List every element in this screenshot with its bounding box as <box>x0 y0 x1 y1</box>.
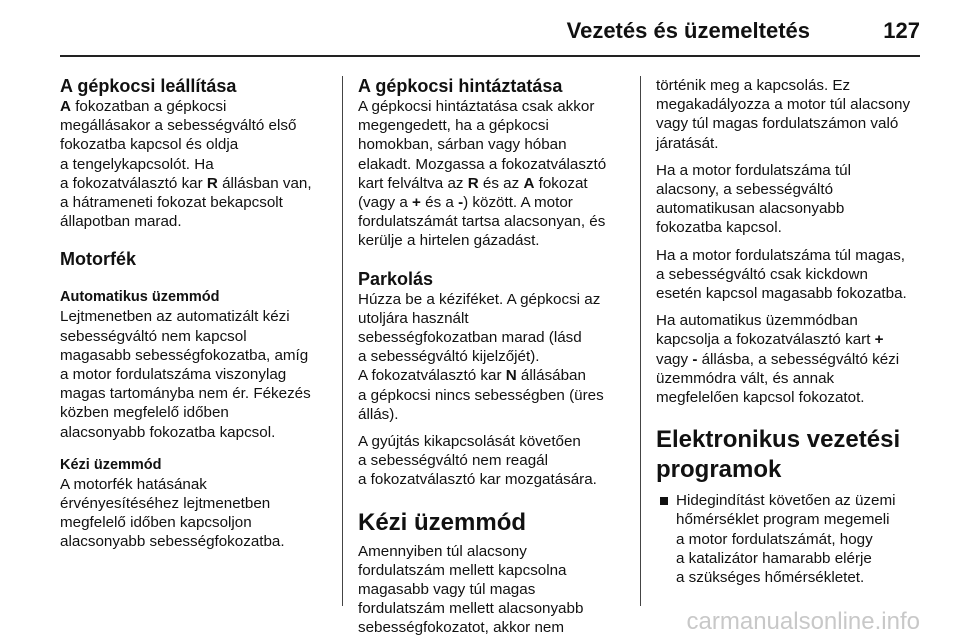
paragraph-alacsony: Ha a motor fordulatszáma túl alacsony, a sebességváltó automatikusan alacsonyabb fokozatba kapcsol. <box>656 161 851 237</box>
heading-kezi-uzemmod: Kézi üzemmód <box>358 508 527 536</box>
watermark: carmanualsonline.info <box>686 608 920 635</box>
bullet-item: Hidegindítást követően az üzemi hőmérséklet program megemeli a motor fordulatszámát, hogy a katalizátor hamarabb elérje a szükséges hőmérsékletet. <box>656 491 926 587</box>
heading-parkolas: Parkolás <box>358 268 434 289</box>
paragraph-automatikus: Lejtmenetben az automatizált kézi sebességváltó nem kapcsol magasabb sebességfokozatba, amíg a motor fordulatszáma viszonylag magas tartományba nem ér. Fékezés közben megfelelő időben alacsonyabb fokozatba kapcsol. <box>60 308 311 441</box>
page-header <box>60 18 920 48</box>
paragraph-leallitas: A fokozatban a gépkocsi megállásakor a sebességváltó első fokozatba kapcsol és oldja a tengelykapcsolót. Ha a fokozatválasztó kar R állásban van, a hátrameneti fokozat bekapcsolt állapotban marad. <box>60 98 312 231</box>
column-divider-1 <box>342 76 343 606</box>
paragraph-kezi-motorfek: A motorfék hatásának érvényesítéséhez lejtmenetben megfelelő időben kapcsoljon alacsonyabb sebességfokozatba. <box>60 475 285 551</box>
paragraph-kapcsolas: történik meg a kapcsolás. Ez megakadályozza a motor túl alacsony vagy túl magas fordulatszámon való járatását. <box>656 77 911 152</box>
heading-hintaztatas: A gépkocsi hintáztatása <box>358 76 563 96</box>
subheading-kezi: Kézi üzemmód <box>60 456 162 473</box>
subheading-automatikus: Automatikus üzemmód <box>60 289 220 306</box>
column-1 <box>60 76 322 552</box>
heading-motorfek: Motorfék <box>60 249 136 270</box>
paragraph-automatikus-kart: Ha automatikus üzemmódban kapcsolja a fokozatválasztó kart + vagy - állásba, a sebességváltó kézi üzemmódra vált, és annak megfelelően kapcsol fokozatot. <box>656 312 900 407</box>
heading-leallitas: A gépkocsi leállítása <box>60 76 237 96</box>
paragraph-magas: Ha a motor fordulatszáma túl magas, a sebességváltó csak kickdown esetén kapcsol magasabb fokozatba. <box>656 246 907 303</box>
paragraph-parkolas: Húzza be a kéziféket. A gépkocsi az utoljára használt sebességfokozatban marad (lásd a sebességváltó kijelzőjét). A fokozatválasztó kar N állásában a gépkocsi nincs sebességben (üres állás). <box>358 290 604 423</box>
page-number: 127 <box>883 18 920 43</box>
heading-elektronikus: Elektronikus vezetési programok <box>656 426 901 484</box>
column-2 <box>358 76 620 638</box>
header-rule <box>60 55 920 57</box>
paragraph-kezi-uzemmod: Amennyiben túl alacsony fordulatszám mellett kapcsolna magasabb vagy túl magas fordulatszám mellett alacsonyabb sebességfokozatot, akkor nem <box>358 542 584 637</box>
paragraph-gyujtas: A gyújtás kikapcsolását követően a sebességváltó nem reagál a fokozatválasztó kar mozgatására. <box>358 433 597 489</box>
column-divider-2 <box>640 76 641 606</box>
header-title: Vezetés és üzemeltetés <box>566 18 810 43</box>
column-3 <box>656 76 926 587</box>
paragraph-hintaztatas: A gépkocsi hintáztatása csak akkor megengedett, ha a gépkocsi homokban, sárban vagy hóban elakadt. Mozgassa a fokozatválasztó kart felváltva az R és az A fokozat (vagy a + és a -) között. A motor fordulatszámát tartsa alacsonyan, és kerülje a hirtelen gázadást. <box>358 98 607 250</box>
